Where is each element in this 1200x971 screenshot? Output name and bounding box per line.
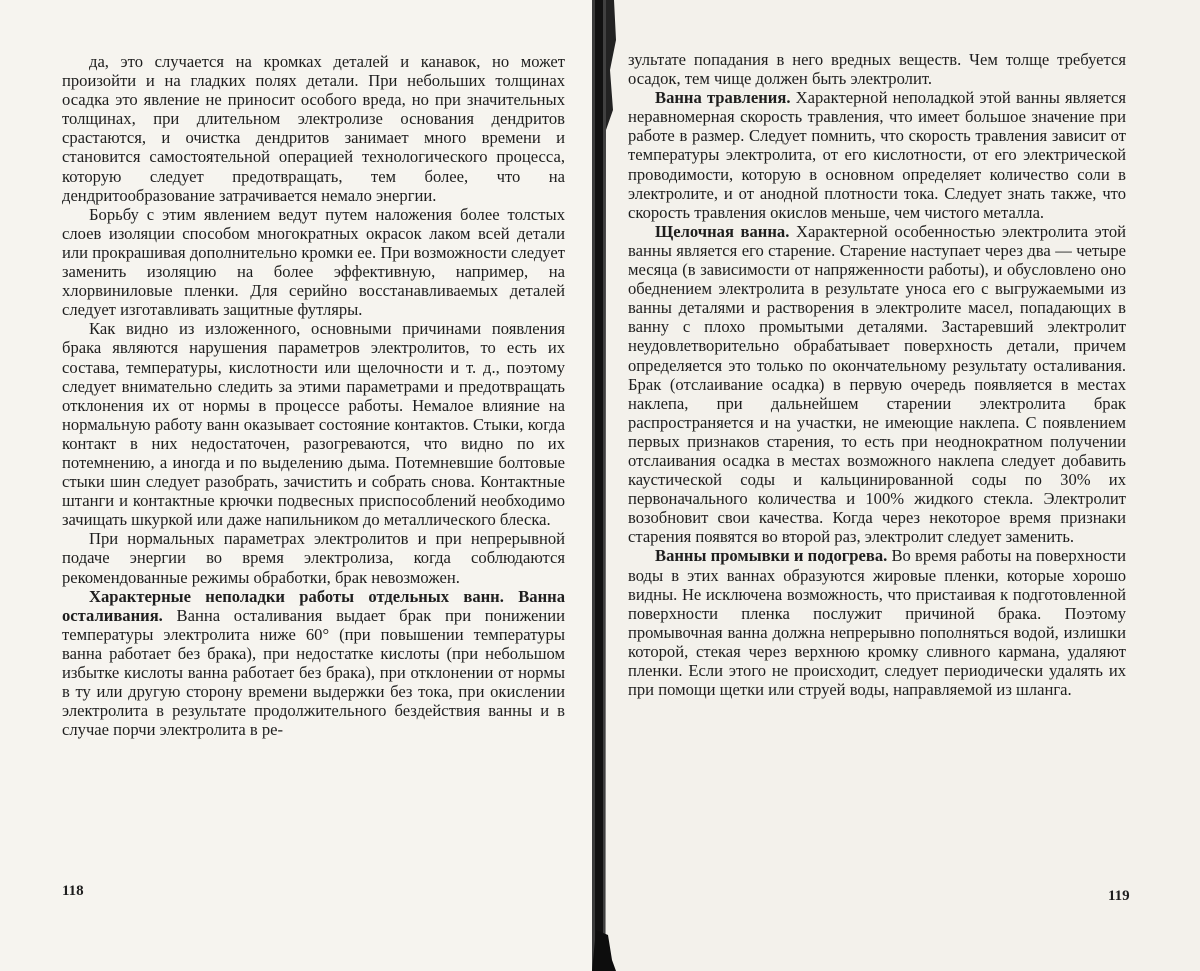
left-page xyxy=(0,0,596,971)
paragraph: Как видно из изложенного, основными причинами появления брака являются нарушения параметров электролитов, то есть их состава, температуры, кислотности или щелочности и т. д., поэтому следует внимательно следить за этими параметрами и предотвращать отклонения их от нормы в процессе работы. Немалое влияние на нормальную работу ванн оказывает состояние контактов. Стыки, когда контакт в них недостаточен, разогреваются, что видно по их потемнению, а иногда и по выделению дыма. Потемневшие болтовые стыки шин следует разобрать, зачистить и собрать снова. Контактные штанги и контактные крючки подвесных приспособлений необходимо зачищать шкуркой или даже напильником до металлического блеска. xyxy=(62,319,565,530)
paragraph: При нормальных параметрах электролитов и при непрерывной подаче энергии во время электролиза, когда соблюдаются рекомендованные режимы обработки, брак невозможен. xyxy=(62,529,565,587)
section-heading: Характерные неполадки работы отдельных ванн. Ванна осталивания. xyxy=(62,586,565,625)
section-heading: Ванны промывки и подогрева. xyxy=(655,546,888,566)
left-page-text xyxy=(62,52,565,739)
paragraph: Щелочная ванна. Характерной особенностью электролита этой ванны является его старение. Старение наступает через два — четыре месяца (в зависимости от напряженности работы), и обусловлено оно обеднением электролита в результате уноса его с выгружаемыми из ванны деталями и растворения в электролите масел, попадающих в ванну с плохо промытыми деталями. Застаревший электролит неудовлетворительно обрабатывает поверхность детали, причем определяется это только по окончательному результату осталивания. Брак (отслаивание осадка) в первую очередь появляется в местах наклепа, при дальнейшем старении электролита брак распространяется и на участки, не имеющие наклепа. С появлением первых признаков старения, то есть при неоднократном получении отслаивания осадка в местах возможного наклепа следует добавить каустической соды и кальцинированной соды по 30% их первоначального количества и 100% жидкого стекла. Электролит возобновит свои качества. Когда через некоторое время признаки старения появятся во второй раз, электролит следует заменить. xyxy=(628,221,1126,547)
paragraph: зультате попадания в него вредных веществ. Чем толще требуется осадок, тем чище должен быть электролит. xyxy=(628,50,1126,89)
paragraph: да, это случается на кромках деталей и канавок, но может произойти и на гладких полях детали. При небольших толщинах осадка это явление не приносит особого вреда, но при значительных толщинах, при длительном электролизе основания дендритов срастаются, и очистка дендритов занимает много времени и становится самостоятельной операцией технологического процесса, которую следует предотвращать, тем более, что на дендритообразование затрачивается немало энергии. xyxy=(62,52,565,205)
page-number: 118 xyxy=(62,883,84,899)
section-heading: Щелочная ванна. xyxy=(655,221,790,241)
paragraph: Характерные неполадки работы отдельных ванн. Ванна осталивания. Ванна осталивания выдает брак при понижении температуры электролита ниже 60° (при повышении температуры ванна работает без брака), при недостатке кислоты (при небольшом избытке кислоты ванна работает без брака), при отклонении от нормы в ту или другую сторону времени выдержки без тока, при окислении электролита в результате продолжительного бездействия ванны и в случае порчи электролита в ре- xyxy=(62,586,565,740)
page-number: 119 xyxy=(1108,888,1130,904)
paragraph: Ванна травления. Характерной неполадкой этой ванны является неравномерная скорость травления, что имеет большое значение при работе в размер. Следует помнить, что скорость травления зависит от температуры электролита, от его кислотности, от его электрической проводимости, которую в основном определяет количество соли в электролите, и от анодной плотности тока. Следует знать также, что скорость травления окислов меньше, чем чистого металла. xyxy=(628,88,1126,222)
book-spine-shadow xyxy=(592,0,626,971)
right-page-text xyxy=(628,50,1126,699)
right-page xyxy=(596,0,1200,971)
section-heading: Ванна травления. xyxy=(655,88,791,108)
paragraph: Ванны промывки и подогрева. Во время работы на поверхности воды в этих ваннах образуются жировые пленки, которые хорошо видны. Не исключена возможность, что пристаивая к подготовленной поверхности пленка послужит причиной брака. Поэтому промывочная ванна должна непрерывно пополняться водой, излишки которой, стекая через верхнюю кромку сливного кармана, удаляют пленки. Если этого не происходит, следует периодически удалять их при помощи щетки или струей воды, направляемой из шланга. xyxy=(628,546,1126,700)
paragraph: Борьбу с этим явлением ведут путем наложения более толстых слоев изоляции способом многократных окрасок лаком всей детали или прокрашивая дополнительно кромки ее. При возможности следует заменить изоляцию на более эффективную, например, на хлорвиниловые пленки. Для серийно восстанавливаемых деталей следует изготавливать защитные футляры. xyxy=(62,204,565,320)
